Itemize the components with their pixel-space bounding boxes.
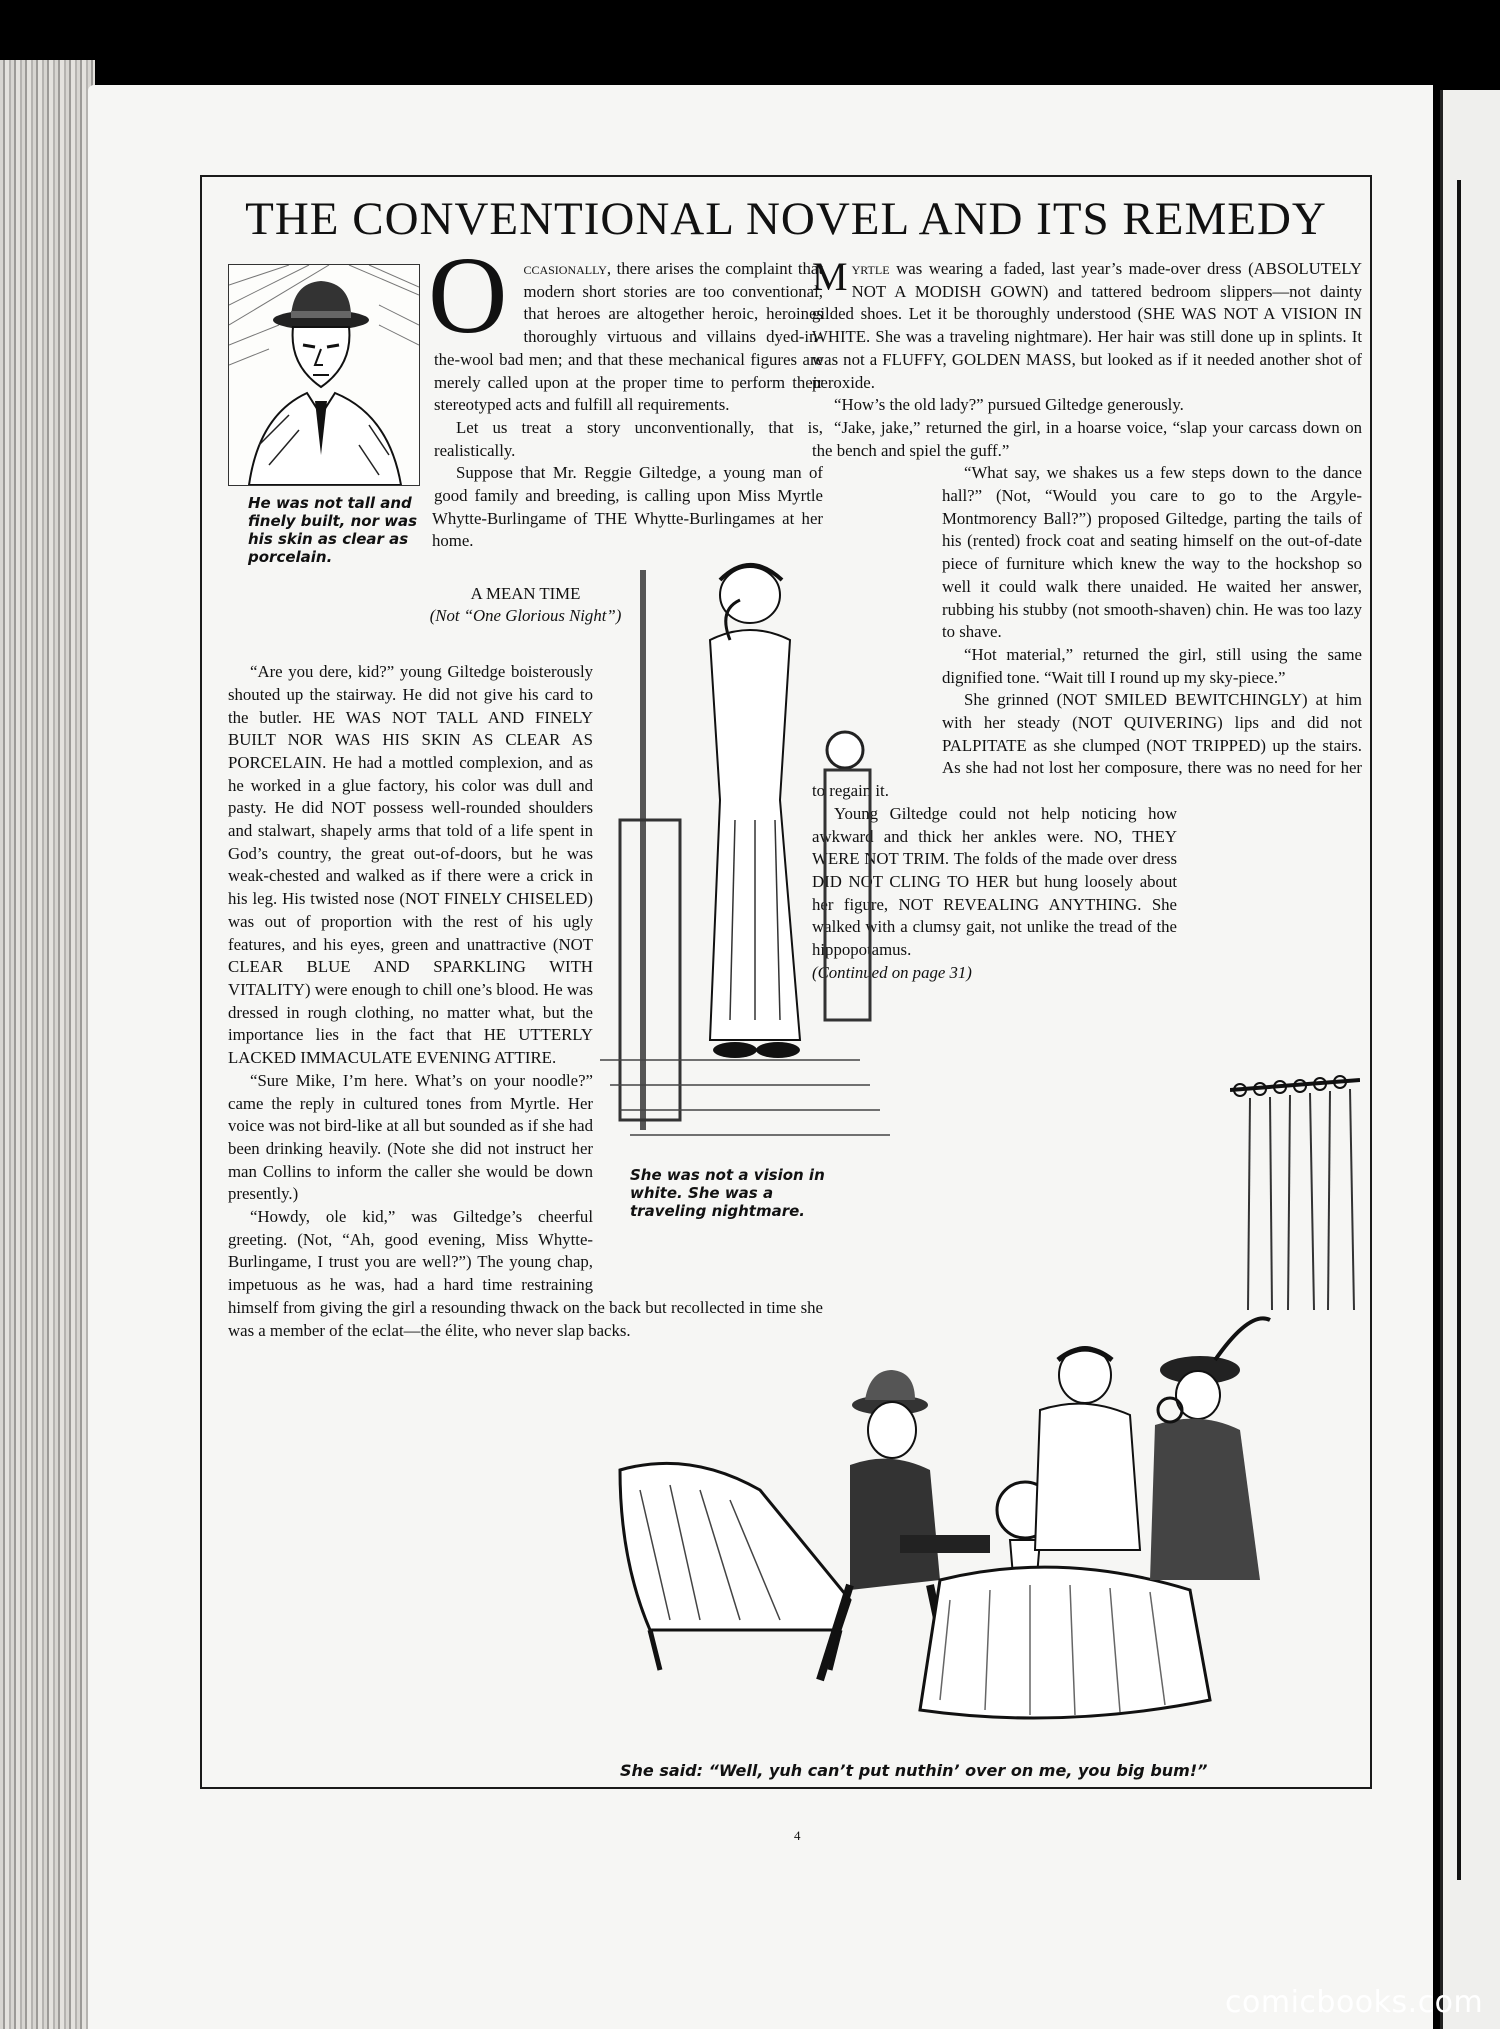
paragraph: “What say, we shakes us a few steps down to the dance hall?” (Not, “Would you care to go to the Argyle-Montmorency Ball?”) proposed Giltedge, parting the tails of his (rented) frock coat and seating himself on the out-of-date piece of furniture which knew the way to the hockshop so well it could walk there unaided. He waited her answer, rubbing his stubby (not smooth-shaven) chin. He was too lazy to shave.: [942, 463, 1362, 642]
paragraph: Suppose that Mr. Reggie Giltedge, a young man of good family and breeding, is calling upon Miss Myrtle Whytte-Burlingame of THE Whytte-Burlingames at her home.: [432, 463, 823, 551]
drop-cap-o: O: [428, 234, 508, 356]
paragraph: She grinned (NOT SMILED BEWITCHINGLY) at him with her steady (NOT QUIVERING) lips and did not PALPITATE as she clumped (NOT TRIPPED) up the stairs. As she had not lost her composure, there was no need for her to regain it.: [812, 690, 1362, 801]
book-page-edges: [0, 60, 95, 2029]
curtain-illustration: [1230, 1070, 1360, 1310]
paragraph: “How’s the old lady?” pursued Giltedge generously.: [834, 395, 1184, 415]
intro-paragraph: there arises the complaint that modern short stories are too conventional, that heroes are altogether heroic, heroines thoroughly virtuous and villains dyed-in-the-wool bad men; and that these mechanical figures are merely called upon at the proper time to perform their stereotyped acts and fulfill all requirements.: [434, 259, 823, 415]
drop-cap-m: M: [812, 254, 848, 299]
paragraph: “Hot material,” returned the girl, still using the same dignified tone. “Wait till I round up my sky-piece.”: [942, 644, 1362, 687]
illustration-space: [1177, 833, 1362, 1063]
paragraph: Let us treat a story unconventionally, that is, realistically.: [434, 417, 823, 460]
girl-caption: She was not a vision in white. She was a traveling nightmare.: [630, 1166, 825, 1220]
paragraph: “Are you dere, kid?” young Giltedge boisterously shouted up the stairway. He did not give his card to the butler. HE WAS NOT TALL AND FINELY BUILT NOR WAS HIS SKIN AS CLEAR AS PORCELAIN. He had a mottled complexion, and as he worked in a glue factory, his color was dull and pasty. He did NOT possess well-rounded shoulders and stalwart, shapely arms that told of a life spent in God’s country, the great out-of-doors, but he was weak-chested and walked as if there were a crick in his leg. His twisted nose (NOT FINELY CHISELED) was out of proportion with the rest of his ugly features, and his eyes, green and unattractive (NOT CLEAR BLUE AND SPARKLING WITH VITALITY) were enough to chill one’s blood. He was dressed in rough clothing, no matter what, but the importance lies in the fact that HE UTTERLY LACKED IMMACULATE EVENING ATTIRE.: [228, 662, 593, 1068]
section-heading-text: A MEAN TIME: [470, 584, 581, 604]
watermark: comicbooks.com: [1225, 1985, 1484, 2020]
paragraph: “Jake, jake,” returned the girl, in a hoarse voice, “slap your carcass down on the bench and spiel the guff.”: [812, 417, 1362, 460]
intro-paragraph: was wearing a faded, last year’s made-over dress (ABSOLUTELY NOT A MODISH GOWN) and tattered bedroom slippers—not dainty gilded shoes. Let it be thoroughly understood (SHE WAS NOT A VISION IN WHITE. She was a traveling nightmare). Her hair was still done up in splints. It was not a FLUFFY, GOLDEN MASS, but looked as if it needed another shot of peroxide.: [812, 259, 1362, 392]
man-caption: He was not tall and finely built, nor was his skin as clear as porcelain.: [248, 494, 418, 566]
page-number: 4: [794, 1828, 801, 1843]
paragraph: “Sure Mike, I’m here. What’s on your noodle?” came the reply in cultured tones from Myrtle. Her voice was not bird-like at all but sounded as if she had been drinking heavily. (Note she did not instruct her man Collins to inform the caller she would be down presently.): [228, 1070, 593, 1204]
paragraph: “Howdy, ole kid,” was Giltedge’s cheerful greeting. (Not, “Ah, good evening, Miss Whytte-Burlingame, I trust you are well?”) The young chap, impetuous as he was, had a hard time restraining himself from giving the girl a resounding thwack on the back but recollected in time she was a member of the eclat—the élite, who never slap backs.: [228, 1207, 823, 1340]
parlor-caption: She said: “Well, yuh can’t put nuthin’ over on me, you big bum!”: [620, 1761, 1208, 1780]
article-title: THE CONVENTIONAL NOVEL AND ITS REMEDY: [245, 193, 1327, 245]
continued-note: (Continued on page 31): [812, 962, 972, 982]
facing-page-edge: [1440, 90, 1500, 2029]
section-subheading: (Not “One Glorious Night”): [429, 606, 622, 626]
man-portrait-illustration: [228, 264, 420, 486]
parlor-scene-illustration: [610, 1300, 1370, 1750]
girl-on-stairs-illustration: [600, 540, 900, 1160]
intro-smallcaps: yrtle: [851, 259, 890, 278]
intro-smallcaps: ccasionally,: [523, 259, 612, 278]
paragraph: Young Giltedge could not help noticing how awkward and thick her ankles were. NO, THEY WERE NOT TRIM. The folds of the made over dress DID NOT CLING TO HER but hung loosely about her figure, NOT REVEALING ANYTHING. She walked with a clumsy gait, not unlike the tread of the hippopotamus.: [812, 803, 1177, 960]
